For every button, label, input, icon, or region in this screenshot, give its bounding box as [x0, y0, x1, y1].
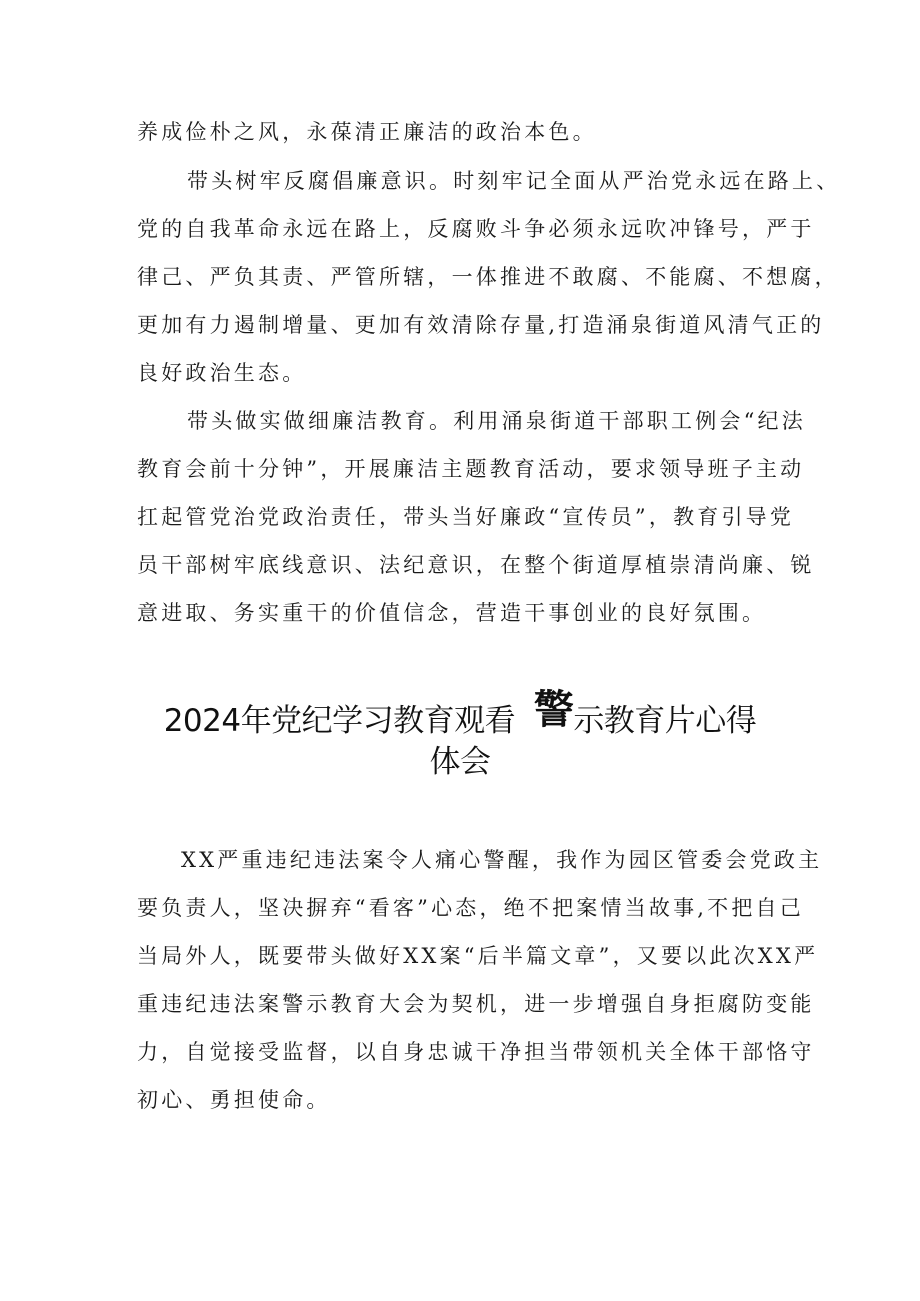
paragraph-line: 重违纪违法案警示教育大会为契机，进一步增强自身拒腐防变能 — [137, 992, 815, 1016]
paragraph-line: 教育会前十分钟”，开展廉洁主题教育活动，要求领导班子主动 — [137, 457, 805, 481]
paragraph-line: 力，自觉接受监督，以自身忠诚干净担当带领机关全体干部恪守 — [137, 1040, 815, 1064]
title-part2: 警 — [533, 687, 574, 733]
paragraph-line: 扛起管党治党政治责任，带头当好廉政“宣传员”，教育引导党 — [137, 505, 795, 529]
document-title-line2: 体会 — [429, 744, 491, 780]
paragraph-line: 初心、勇担使命。 — [137, 1088, 331, 1112]
paragraph-line: 要负责人，坚决摒弃“看客”心态，绝不把案情当故事,不把自己 — [137, 896, 804, 920]
paragraph-line: 当局外人，既要带头做好XX案“后半篇文章”，又要以此次XX严 — [137, 944, 819, 968]
paragraph-line: 更加有力遏制增量、更加有效清除存量,打造涌泉街道风清气正的 — [137, 313, 825, 337]
paragraph-line: 良好政治生态。 — [137, 361, 307, 385]
paragraph-line: 党的自我革命永远在路上，反腐败斗争必须永远吹冲锋号，严于 — [137, 217, 815, 241]
paragraph-line: 带头做实做细廉洁教育。利用涌泉街道干部职工例会“纪法 — [187, 409, 806, 433]
title-part1: 2024年党纪学习教育观看 — [163, 703, 516, 739]
paragraph-line: 带头树牢反腐倡廉意识。时刻牢记全面从严治党永远在路上、 — [187, 169, 841, 193]
document-title — [0, 687, 920, 739]
paragraph-line: XX严重违纪违法案令人痛心警醒，我作为园区管委会党政主 — [181, 848, 823, 872]
paragraph-line: 律己、严负其责、严管所辖，一体推进不敢腐、不能腐、不想腐， — [137, 265, 839, 289]
paragraph-line: 意进取、务实重干的价值信念，营造干事创业的良好氛围。 — [137, 601, 767, 625]
paragraph-line: 养成俭朴之风，永葆清正廉洁的政治本色。 — [137, 120, 597, 144]
paragraph-line: 员干部树牢底线意识、法纪意识，在整个街道厚植崇清尚廉、锐 — [137, 553, 815, 577]
title-part3: 示教育片心得 — [573, 703, 757, 739]
